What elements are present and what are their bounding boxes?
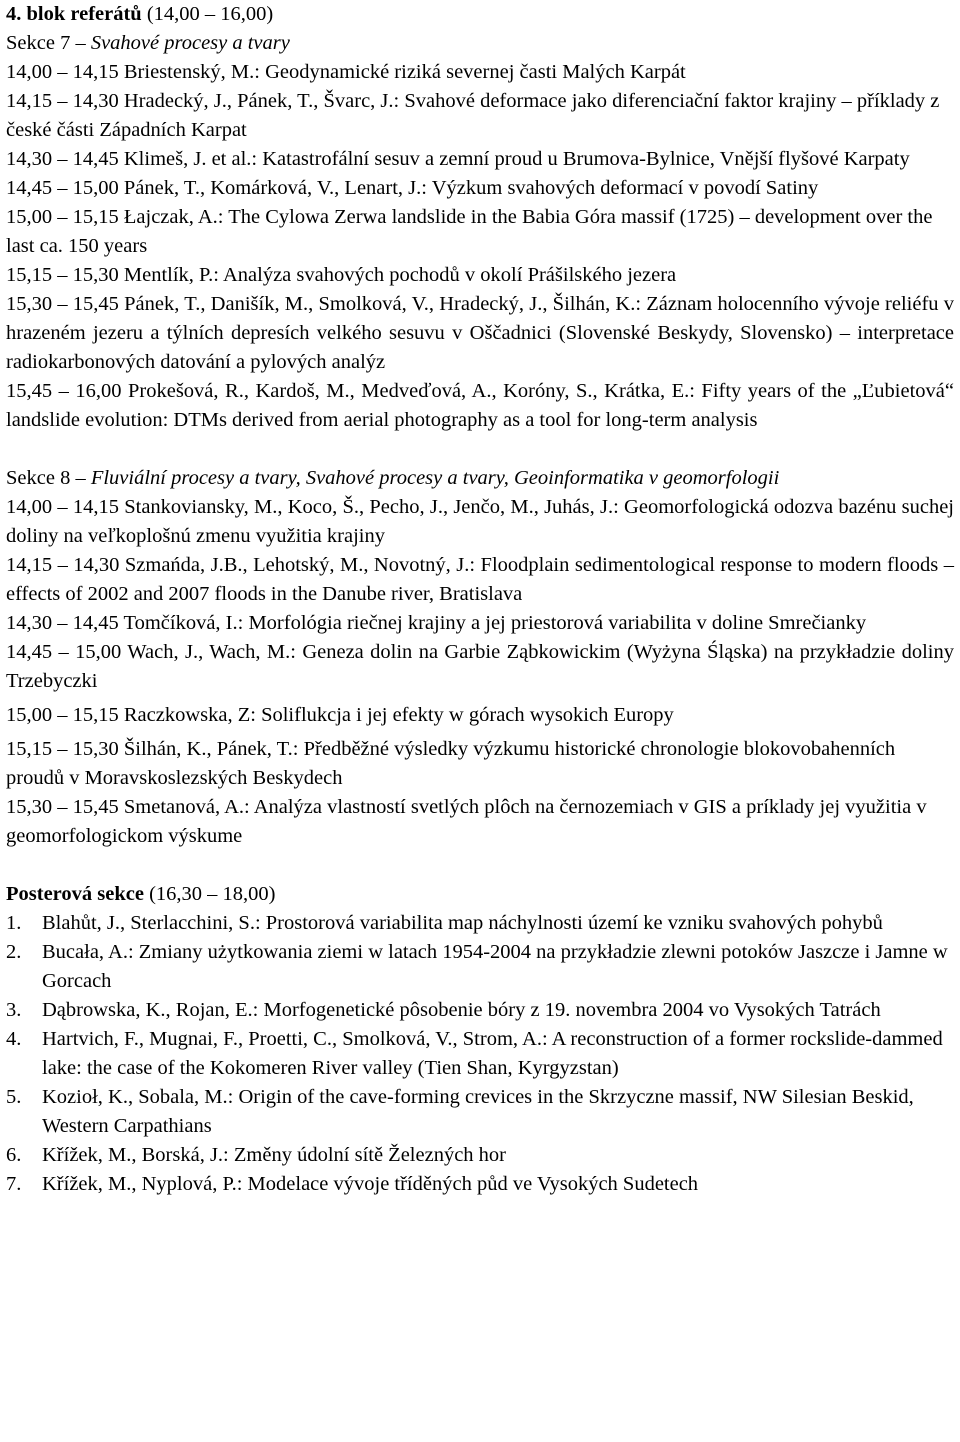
poster-number: 5. — [6, 1086, 22, 1108]
poster-item — [6, 1141, 954, 1170]
poster-number: 4. — [6, 1028, 22, 1050]
poster-list — [6, 909, 954, 1199]
talk-entry: 14,15 – 14,30 Szmańda, J.B., Lehotský, M., Novotný, J.: Floodplain sedimentological response to modern floods – effects of 2002 and 2007 floods in the Danube river, Bratislava — [6, 554, 954, 605]
poster-number: 3. — [6, 999, 22, 1021]
section-7-topic: Svahové procesy a tvary — [90, 32, 290, 54]
talk-entry: 14,15 – 14,30 Hradecký, J., Pánek, T., Švarc, J.: Svahové deformace jako diferenciační faktor krajiny – příklady z české části Západních Karpat — [6, 90, 940, 141]
poster-item — [6, 938, 954, 996]
poster-item — [6, 1025, 954, 1083]
poster-number: 2. — [6, 941, 22, 963]
talk-entry: 15,45 – 16,00 Prokešová, R., Kardoš, M., Medveďová, A., Koróny, S., Krátka, E.: Fifty years of the „Ľubietová“ landslide evolution: DTMs derived from aerial photography as a tool for long-term analysis — [6, 380, 954, 431]
poster-text: Blahůt, J., Sterlacchini, S.: Prostorová variabilita map náchylnosti území ke vzniku svahových pohybů — [42, 912, 883, 934]
block-title: 4. blok referátů — [6, 3, 142, 25]
talk-entry: 15,15 – 15,30 Šilhán, K., Pánek, T.: Předběžné výsledky výzkumu historické chronologie blokovobahenních proudů v Moravskoslezských Beskydech — [6, 738, 896, 789]
talk-entry: 15,00 – 15,15 Łajczak, A.: The Cylowa Zerwa landslide in the Babia Góra massif (1725) – development over the last ca. 150 years — [6, 206, 933, 257]
poster-text: Hartvich, F., Mugnai, F., Proetti, C., Smolková, V., Strom, A.: A reconstruction of a former rockslide-dammed lake: the case of the Kokomeren River valley (Tien Shan, Kyrgyzstan) — [42, 1028, 943, 1079]
section-7-heading — [6, 29, 954, 58]
section-8-topic: Fluviální procesy a tvary, Svahové procesy a tvary, Geoinformatika v geomorfologii — [90, 467, 780, 489]
talk-entry: 14,00 – 14,15 Briestenský, M.: Geodynamické riziká severnej časti Malých Karpát — [6, 61, 686, 83]
poster-item — [6, 909, 954, 938]
talk-entry: 15,30 – 15,45 Pánek, T., Danišík, M., Smolková, V., Hradecký, J., Šilhán, K.: Záznam holocenního vývoje reliéfu v hrazeném jezeru a týlních depresích velkého sesuvu v Oščadnici (Slovenské Beskydy, Slovensko) – interpretace radiokarbonových datování a pylových analýz — [6, 293, 954, 373]
talk-entry: 15,00 – 15,15 Raczkowska, Z: Soliflukcja i jej efekty w górach wysokich Europy — [6, 704, 674, 726]
poster-text: Dąbrowska, K., Rojan, E.: Morfogenetické pôsobenie bóry z 19. novembra 2004 vo Vysokých Tatrách — [42, 999, 881, 1021]
poster-section-time: (16,30 – 18,00) — [149, 883, 276, 905]
poster-text: Bucała, A.: Zmiany użytkowania ziemi w latach 1954-2004 na przykładzie zlewni potoków Jaszcze i Jamne w Gorcach — [42, 941, 948, 992]
poster-item — [6, 1083, 954, 1141]
poster-item — [6, 1170, 954, 1199]
talk-entry: 14,00 – 14,15 Stankoviansky, M., Koco, Š., Pecho, J., Jenčo, M., Juhás, J.: Geomorfologická odozva bazénu suchej doliny na veľkoplošnú zmenu využitia krajiny — [6, 496, 954, 547]
talk-entry: 14,45 – 15,00 Pánek, T., Komárková, V., Lenart, J.: Výzkum svahových deformací v povodí Satiny — [6, 177, 819, 199]
spacer — [6, 435, 954, 464]
section-7-label: Sekce 7 – — [6, 32, 86, 54]
poster-number: 7. — [6, 1173, 22, 1195]
talk-entry: 14,45 – 15,00 Wach, J., Wach, M.: Geneza dolin na Garbie Ząbkowickim (Wyżyna Śląska) na przykładzie doliny Trzebyczki — [6, 641, 954, 692]
poster-number: 1. — [6, 912, 22, 934]
section-8-label: Sekce 8 – — [6, 467, 86, 489]
talk-entry: 15,15 – 15,30 Mentlík, P.: Analýza svahových pochodů v okolí Prášilského jezera — [6, 264, 677, 286]
poster-text: Křížek, M., Nyplová, P.: Modelace vývoje tříděných půd ve Vysokých Sudetech — [42, 1173, 699, 1195]
talk-entry: 14,30 – 14,45 Tomčíková, I.: Morfológia riečnej krajiny a jej priestorová variabilita v doline Smrečianky — [6, 612, 867, 634]
poster-section-title: Posterová sekce — [6, 883, 144, 905]
poster-item — [6, 996, 954, 1025]
poster-text: Křížek, M., Borská, J.: Změny údolní sítě Železných hor — [42, 1144, 506, 1166]
poster-text: Kozioł, K., Sobala, M.: Origin of the cave-forming crevices in the Skrzyczne massif, NW Silesian Beskid, Western Carpathians — [42, 1086, 914, 1137]
section-8-heading — [6, 464, 954, 493]
section-7-talks — [6, 58, 954, 435]
talk-entry: 15,30 – 15,45 Smetanová, A.: Analýza vlastností svetlých plôch na černozemiach v GIS a príklady jej využitia v geomorfologickom výskume — [6, 796, 927, 847]
poster-section-heading — [6, 880, 954, 909]
talk-entry: 14,30 – 14,45 Klimeš, J. et al.: Katastrofální sesuv a zemní proud u Brumova-Bylnice, Vnější flyšové Karpaty — [6, 148, 910, 170]
block-time: (14,00 – 16,00) — [146, 3, 274, 25]
block-heading — [6, 0, 954, 29]
poster-number: 6. — [6, 1144, 22, 1166]
section-8-talks — [6, 493, 954, 851]
spacer — [6, 851, 954, 880]
